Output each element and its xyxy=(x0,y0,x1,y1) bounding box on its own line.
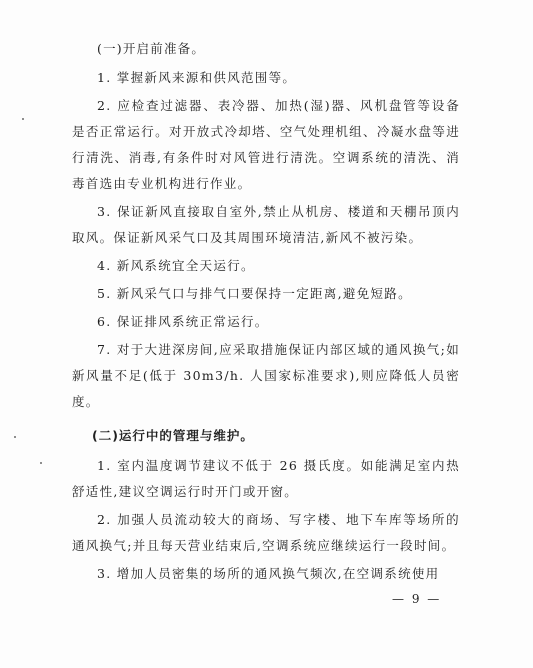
section-heading-preparation: (一)开启前准备。 xyxy=(97,41,206,56)
paragraph-item-2: 2. 应检查过滤器、表冷器、加热(湿)器、风机盘管等设备是否正常运行。对开放式冷却塔、空气处理机组、冷凝水盘等进行清洗、消毒,有条件时对风管进行清洗。空调系统的清洗、消毒首选由专业机构进行作业。 xyxy=(72,98,460,191)
paragraph-item-4: 4. 新风系统宜全天运行。 xyxy=(97,258,255,273)
paragraph-item-3: 3. 增加人员密集的场所的通风换气频次,在空调系统使用 xyxy=(97,566,440,581)
paragraph-item-1: 1. 室内温度调节建议不低于 26 摄氏度。如能满足室内热舒适性,建议空调运行时开门或开窗。 xyxy=(72,458,460,499)
paragraph-item-3: 3. 保证新风直接取自室外,禁止从机房、楼道和天棚吊顶内取风。保证新风采气口及其周围环境清洁,新风不被污染。 xyxy=(72,204,460,245)
paragraph-item-2: 2. 加强人员流动较大的商场、写字楼、地下车库等场所的通风换气;并且每天营业结束后,空调系统应继续运行一段时间。 xyxy=(72,512,460,553)
scan-speck xyxy=(40,462,42,464)
section-heading-operation: (二)运行中的管理与维护。 xyxy=(92,428,254,443)
document-body xyxy=(72,36,460,589)
page-number: — 9 — xyxy=(392,592,442,606)
paragraph-item-1: 1. 掌握新风来源和供风范围等。 xyxy=(97,70,297,85)
paragraph-item-5: 5. 新风采气口与排气口要保持一定距离,避免短路。 xyxy=(97,286,412,301)
paragraph-item-7: 7. 对于大进深房间,应采取措施保证内部区域的通风换气;如新风量不足(低于 30m3/h. 人国家标准要求),则应降低人员密度。 xyxy=(72,342,460,409)
scan-speck xyxy=(22,118,24,120)
scan-speck xyxy=(14,436,16,438)
paragraph-item-6: 6. 保证排风系统正常运行。 xyxy=(97,314,269,329)
